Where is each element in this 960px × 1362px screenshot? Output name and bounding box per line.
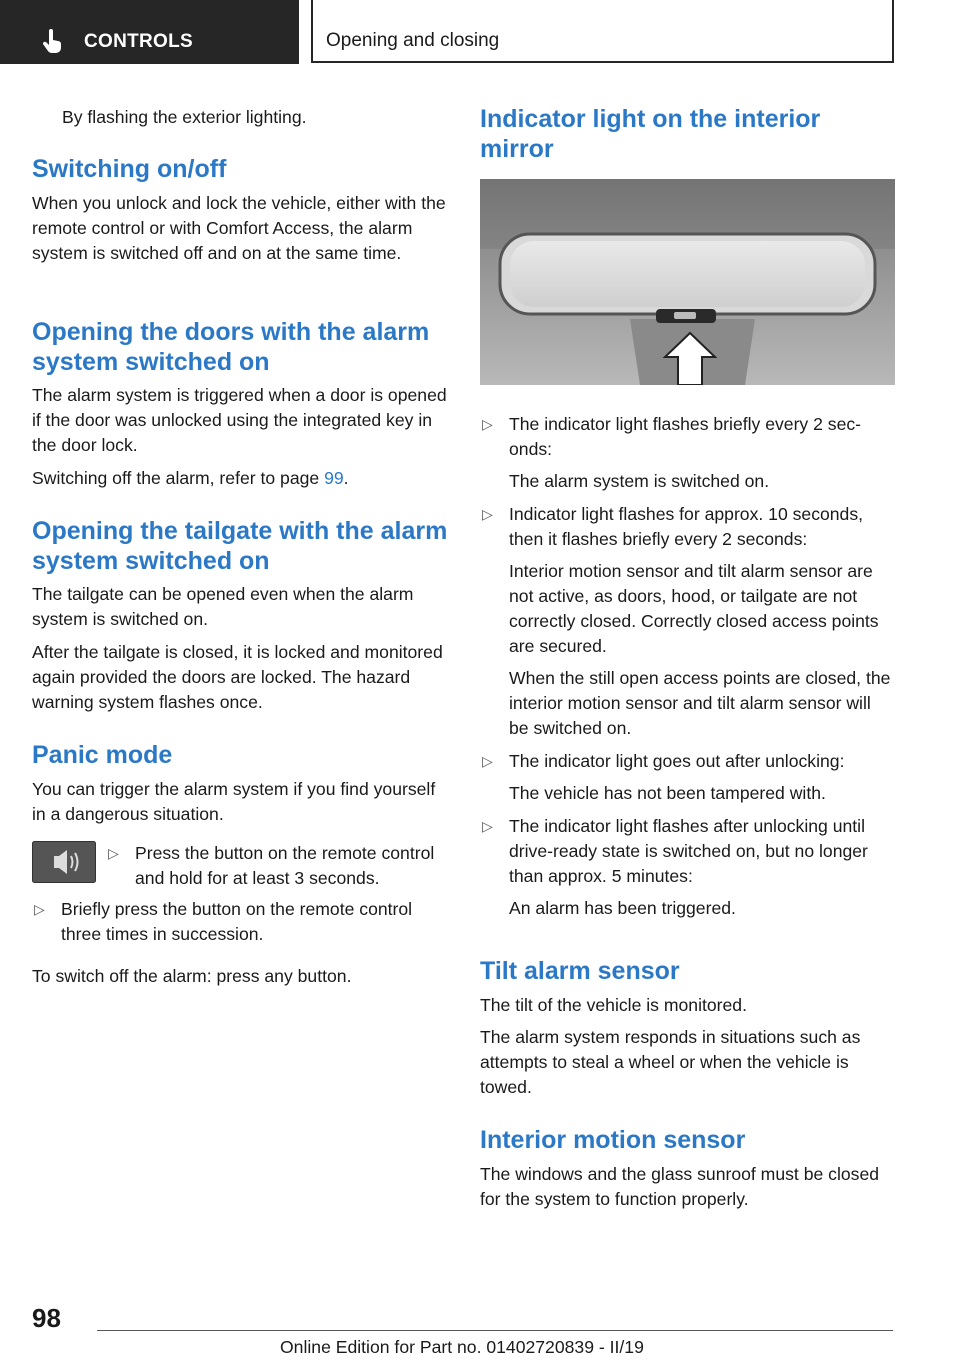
heading-indicator: Indicator light on the interior mirror [480,105,821,163]
tailgate-text-2: After the tailgate is closed, it is locked and monitored again provided the doors are locked. The hazard warning system flashes once. [32,642,443,712]
list-item-text: Briefly press the button on the remote control three times in succession. [61,899,413,944]
panic-steps-list-2 [32,897,450,947]
tilt-text-1: The tilt of the vehicle is monitored. [480,995,747,1015]
tailgate-text-1: The tailgate can be opened even when the alarm system is switched on. [32,584,414,629]
tilt-text-2: The alarm system responds in situations such as attempts to steal a wheel or when the vehicle is towed. [480,1027,861,1097]
list-item-subtext: The alarm system is switched on. [509,471,770,491]
list-item [480,502,895,741]
header-title: Opening and closing [326,30,500,51]
doors-reference [32,466,450,491]
panic-steps-list [106,841,450,891]
list-item [480,749,895,806]
list-item-subtext: When the still open access points are closed, the interior motion sensor and tilt alarm sensor will be switched on. [509,668,891,738]
list-item-text: The indicator light flashes after unlocking until drive-ready state is switched on, but no longer than approx. 5 minutes: [509,816,868,886]
header-section-tab [0,0,299,64]
page-number: 98 [32,1303,61,1333]
heading-tilt: Tilt alarm sensor [480,957,680,985]
triangle-bullet-icon: ▷ [108,845,119,861]
list-item-subtext: Interior motion sensor and tilt alarm sensor are not active, as doors, hood, or tailgate are not correctly closed. Correctly closed access points are secured. [509,561,879,656]
heading-tailgate: Opening the tailgate with the alarm system switched on [32,517,448,575]
footer-divider [97,1330,893,1331]
panic-alarm-button-icon [32,841,96,883]
triangle-bullet-icon: ▷ [482,416,493,432]
panic-text: You can trigger the alarm system if you find yourself in a dangerous situation. [32,779,436,824]
list-item [480,412,895,494]
list-item-text: Press the button on the remote control and hold for at least 3 seconds. [135,843,435,888]
list-item [32,897,450,947]
list-item-subtext: An alarm has been triggered. [509,898,736,918]
list-item-text: Indicator light flashes for approx. 10 seconds, then it flashes briefly every 2 seconds: [509,504,864,549]
interior-mirror-indicator-photo [480,179,895,385]
reference-prefix: Switching off the alarm, refer to page [32,468,325,488]
triangle-bullet-icon: ▷ [482,506,493,522]
header-section-label: CONTROLS [84,31,194,52]
list-item-text: The indicator light flashes briefly every 2 seconds: [509,414,862,459]
page-link[interactable]: 99 [324,468,344,488]
motion-text: The windows and the glass sunroof must be closed for the system to function properly. [480,1164,880,1209]
list-item-text: The indicator light goes out after unlocking: [509,751,845,771]
doors-text: The alarm system is triggered when a door is opened if the door was unlocked using the integrated key in the door lock. [32,385,447,455]
reference-suffix: . [343,468,349,488]
intro-text: By flashing the exterior lighting. [62,107,307,127]
triangle-bullet-icon: ▷ [482,818,493,834]
list-item [106,841,450,891]
indicator-states-list [480,412,895,921]
hand-pointer-icon [40,29,66,55]
heading-motion: Interior motion sensor [480,1126,746,1154]
switching-text: When you unlock and lock the vehicle, either with the remote control or with Comfort Access, the alarm system is switched off and on at the same time. [32,193,446,263]
heading-panic: Panic mode [32,741,173,769]
triangle-bullet-icon: ▷ [34,901,45,917]
heading-switching: Switching on/off [32,155,227,183]
list-item [480,814,895,921]
panic-outro: To switch off the alarm: press any button. [32,966,352,986]
triangle-bullet-icon: ▷ [482,753,493,769]
heading-doors: Opening the doors with the alarm system switched on [32,318,430,376]
list-item-subtext: The vehicle has not been tampered with. [509,783,826,803]
edition-label: Online Edition for Part no. 01402720839 - II/19 [280,1337,644,1357]
